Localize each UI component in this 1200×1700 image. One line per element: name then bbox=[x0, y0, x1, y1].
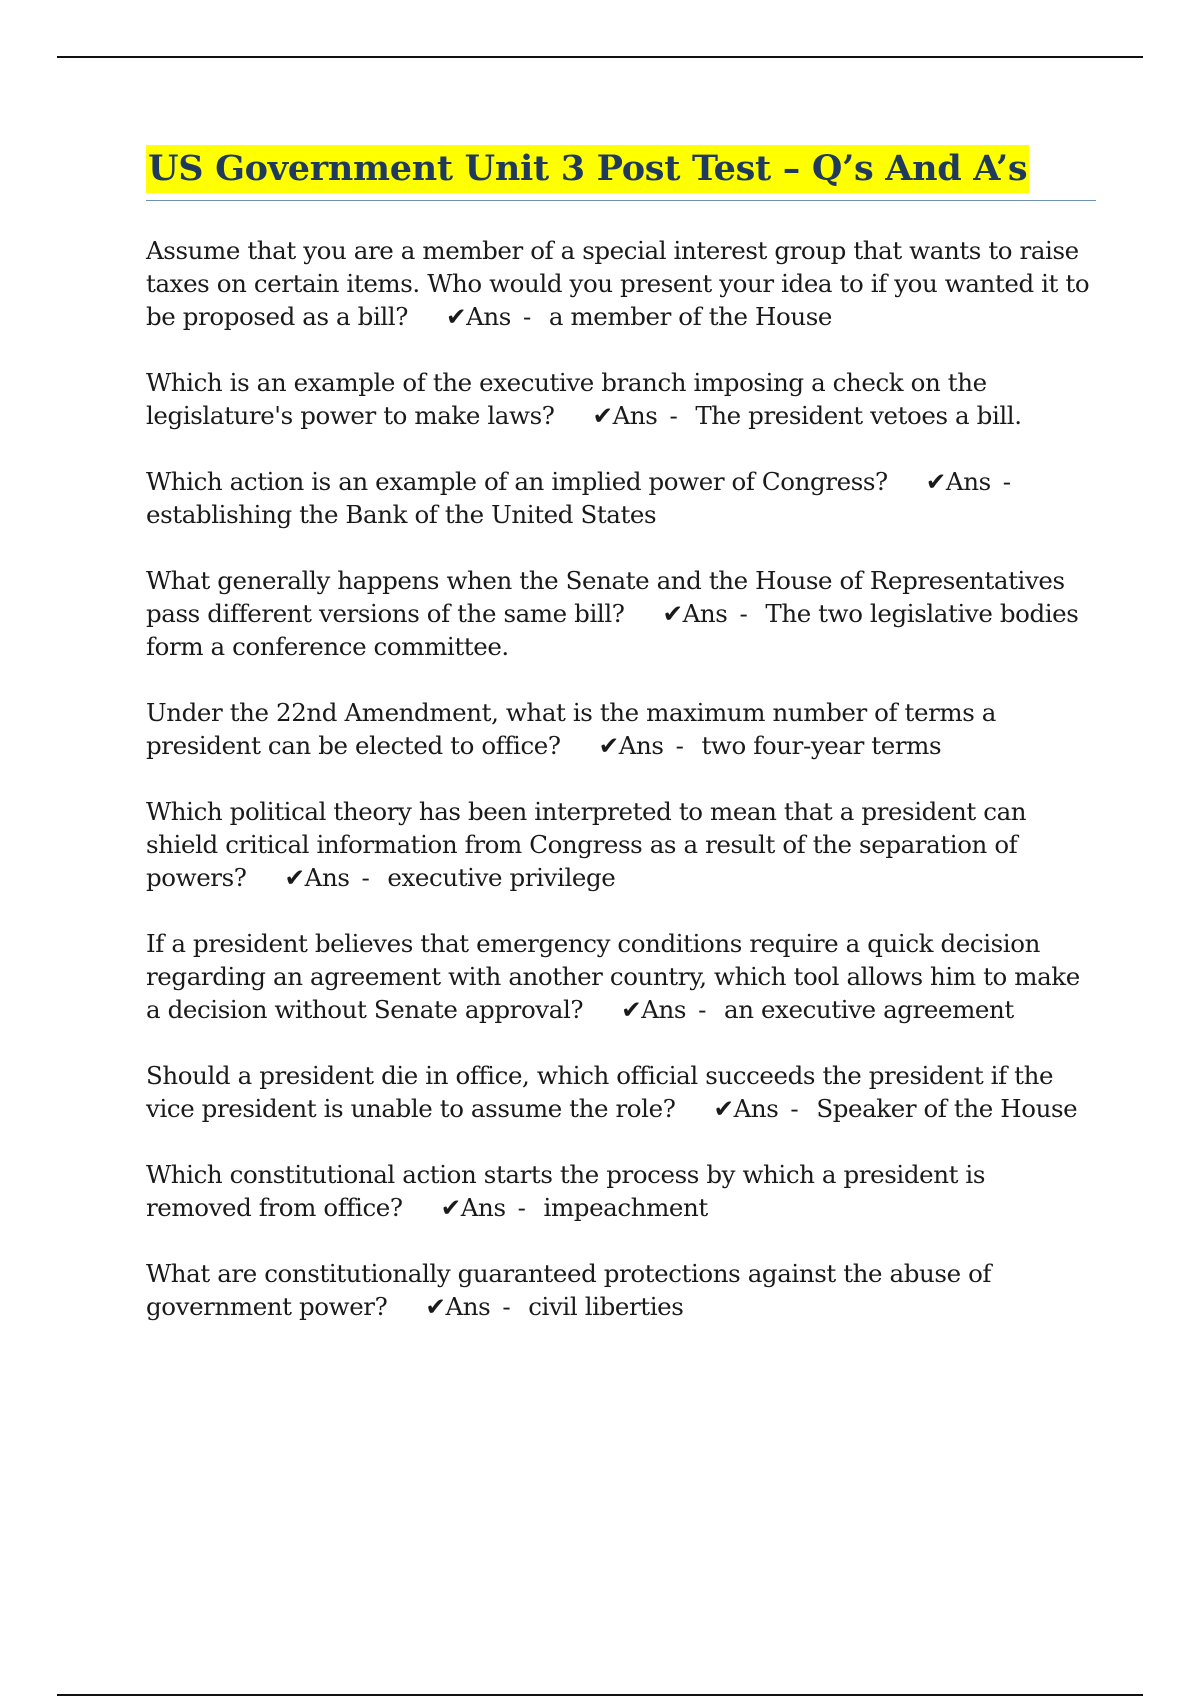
title-block bbox=[146, 145, 1096, 201]
answer-dash: - bbox=[675, 731, 684, 760]
answer-marker: ✔Ans bbox=[662, 599, 728, 628]
answer-dash: - bbox=[517, 1193, 526, 1222]
question-text: Should a president die in office, which official succeeds the president if the vice president is unable to assume the role? bbox=[146, 1061, 1054, 1123]
answer-marker: ✔Ans bbox=[440, 1193, 506, 1222]
question-text: Which is an example of the executive branch imposing a check on the legislature's power to make laws? bbox=[146, 368, 987, 430]
answer-marker: ✔Ans bbox=[592, 401, 658, 430]
answer-dash: - bbox=[502, 1292, 511, 1321]
answer-dash: - bbox=[669, 401, 678, 430]
qa-item bbox=[146, 564, 1096, 663]
answer-dash: - bbox=[361, 863, 370, 892]
question-text: Assume that you are a member of a special interest group that wants to raise taxes on certain items. Who would you present your idea to if you wanted it to be proposed as a bill? bbox=[146, 236, 1090, 331]
document-title: US Government Unit 3 Post Test – Q’s And A’s bbox=[146, 145, 1029, 193]
answer-text: The two legislative bodies form a conference committee. bbox=[146, 599, 1079, 661]
qa-list bbox=[146, 234, 1096, 1323]
answer-text: two four-year terms bbox=[701, 731, 942, 760]
answer-marker: ✔Ans bbox=[284, 863, 350, 892]
answer-text: establishing the Bank of the United States bbox=[146, 500, 657, 529]
answer-marker: ✔Ans bbox=[598, 731, 664, 760]
qa-item bbox=[146, 1158, 1096, 1224]
question-text: What generally happens when the Senate and the House of Representatives pass different versions of the same bill? bbox=[146, 566, 1065, 628]
answer-marker: ✔Ans bbox=[925, 467, 991, 496]
answer-marker: ✔Ans bbox=[425, 1292, 491, 1321]
question-text: Which action is an example of an implied power of Congress? bbox=[146, 467, 888, 496]
answer-dash: - bbox=[522, 302, 531, 331]
answer-dash: - bbox=[1002, 467, 1011, 496]
answer-marker: ✔Ans bbox=[713, 1094, 779, 1123]
document-body bbox=[146, 145, 1096, 1356]
question-text: Under the 22nd Amendment, what is the maximum number of terms a president can be elected to office? bbox=[146, 698, 997, 760]
qa-item bbox=[146, 366, 1096, 432]
answer-dash: - bbox=[790, 1094, 799, 1123]
qa-item bbox=[146, 465, 1096, 531]
answer-text: The president vetoes a bill. bbox=[695, 401, 1022, 430]
answer-text: civil liberties bbox=[528, 1292, 684, 1321]
question-text: Which political theory has been interpreted to mean that a president can shield critical information from Congress as a result of the separation of powers? bbox=[146, 797, 1027, 892]
qa-item bbox=[146, 795, 1096, 894]
question-text: What are constitutionally guaranteed protections against the abuse of government power? bbox=[146, 1259, 992, 1321]
question-text: Which constitutional action starts the process by which a president is removed from office? bbox=[146, 1160, 986, 1222]
qa-item bbox=[146, 234, 1096, 333]
answer-text: Speaker of the House bbox=[816, 1094, 1078, 1123]
answer-text: executive privilege bbox=[387, 863, 616, 892]
answer-text: an executive agreement bbox=[723, 995, 1014, 1024]
qa-item bbox=[146, 927, 1096, 1026]
qa-item bbox=[146, 1257, 1096, 1323]
answer-marker: ✔Ans bbox=[445, 302, 511, 331]
top-rule bbox=[57, 56, 1143, 58]
answer-dash: - bbox=[739, 599, 748, 628]
answer-text: impeachment bbox=[543, 1193, 708, 1222]
answer-marker: ✔Ans bbox=[621, 995, 687, 1024]
qa-item bbox=[146, 696, 1096, 762]
qa-item bbox=[146, 1059, 1096, 1125]
answer-text: a member of the House bbox=[548, 302, 832, 331]
answer-dash: - bbox=[698, 995, 706, 1024]
question-text: If a president believes that emergency conditions require a quick decision regarding an agreement with another country, which tool allows him to make a decision without Senate approval? bbox=[146, 929, 1080, 1024]
bottom-rule bbox=[57, 1694, 1143, 1696]
